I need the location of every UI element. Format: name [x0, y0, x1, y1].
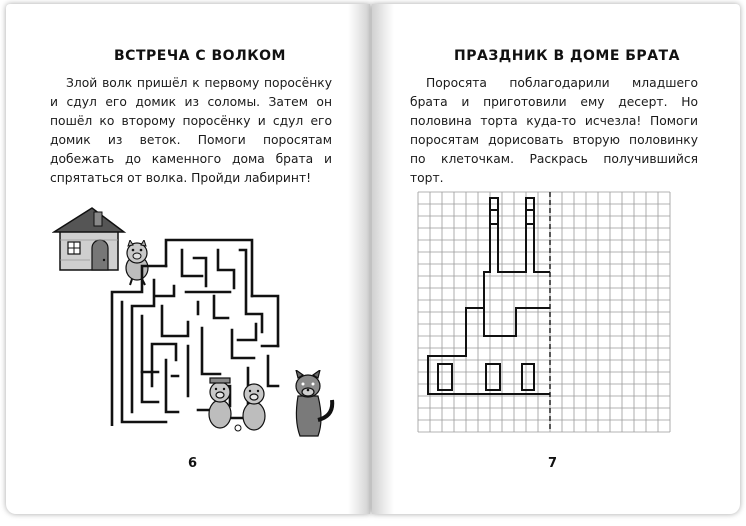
wolf-character-icon — [280, 370, 336, 440]
left-page-number: 6 — [188, 456, 198, 471]
left-page-title: ВСТРЕЧА С ВОЛКОМ — [114, 48, 286, 64]
two-pigs-illustration — [202, 376, 272, 436]
right-page-title: ПРАЗДНИК В ДОМЕ БРАТА — [454, 48, 680, 64]
left-page-text: Злой волк пришёл к первому поросёнку и сдул его домик из соломы. Затем он пошёл ко второму поросёнку и сдул его домик из веток. Помоги поросятам добежать до каменного дома брата и спрятаться от волка. Пройди лабиринт! — [50, 76, 332, 185]
half-cake-outline — [428, 198, 550, 394]
left-page — [6, 4, 370, 514]
right-page-text: Поросята поблагодарили младшего брата и приготовили ему десерт. Но половина торта куда-то исчезла! Помоги поросятам дорисовать вторую половинку по клеточкам. Раскрась получившийся торт. — [410, 76, 698, 185]
drawing-grid[interactable] — [416, 188, 676, 440]
right-page — [372, 4, 740, 514]
right-page-number: 7 — [548, 456, 558, 471]
